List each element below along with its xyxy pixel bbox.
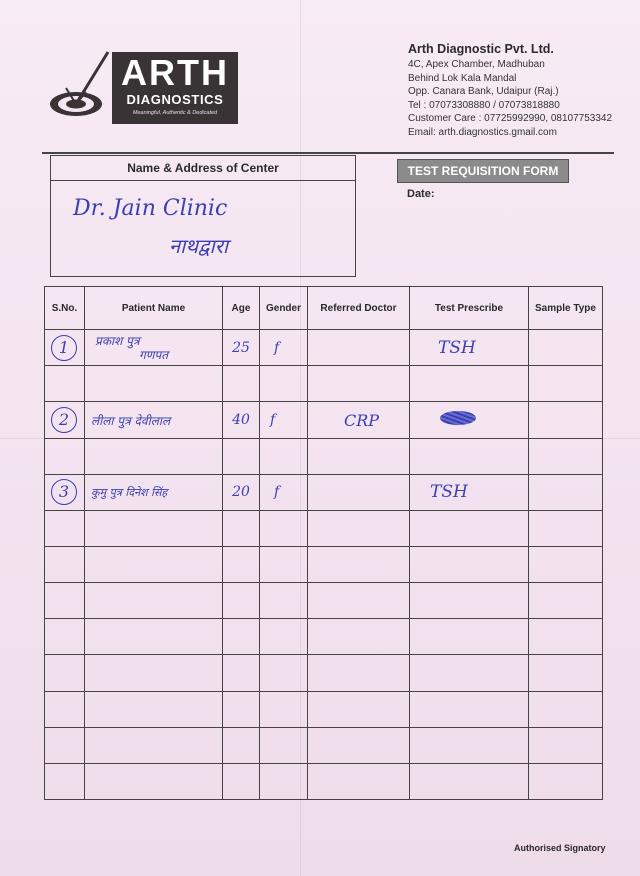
table-row[interactable] bbox=[45, 727, 603, 763]
referred-doctor-cell[interactable] bbox=[308, 474, 410, 510]
gender-cell[interactable] bbox=[260, 330, 308, 366]
empty-cell[interactable] bbox=[529, 366, 603, 402]
test-prescribed: TSH bbox=[430, 482, 468, 503]
empty-cell[interactable] bbox=[308, 655, 410, 691]
empty-cell[interactable] bbox=[410, 438, 529, 474]
empty-cell[interactable] bbox=[45, 763, 85, 799]
empty-cell[interactable] bbox=[45, 727, 85, 763]
empty-cell[interactable] bbox=[85, 510, 223, 546]
empty-cell[interactable] bbox=[45, 366, 85, 402]
empty-cell[interactable] bbox=[260, 691, 308, 727]
table-row[interactable] bbox=[45, 330, 603, 366]
empty-cell[interactable] bbox=[410, 366, 529, 402]
empty-cell[interactable] bbox=[308, 547, 410, 583]
empty-cell[interactable] bbox=[529, 655, 603, 691]
empty-cell[interactable] bbox=[223, 619, 260, 655]
empty-cell[interactable] bbox=[260, 727, 308, 763]
empty-cell[interactable] bbox=[529, 691, 603, 727]
email: Email: arth.diagnostics.gmail.com bbox=[408, 126, 557, 138]
test-cell[interactable] bbox=[410, 474, 529, 510]
empty-cell[interactable] bbox=[529, 763, 603, 799]
table-row[interactable] bbox=[45, 691, 603, 727]
table-header-row bbox=[45, 287, 603, 330]
sample-type-cell[interactable] bbox=[529, 402, 603, 438]
empty-cell[interactable] bbox=[45, 691, 85, 727]
age-cell[interactable] bbox=[223, 330, 260, 366]
empty-cell[interactable] bbox=[45, 510, 85, 546]
empty-cell[interactable] bbox=[308, 438, 410, 474]
company-logo bbox=[46, 48, 246, 128]
empty-cell[interactable] bbox=[410, 691, 529, 727]
empty-cell[interactable] bbox=[308, 727, 410, 763]
empty-cell[interactable] bbox=[85, 619, 223, 655]
col-header-sample-type: Sample Type bbox=[529, 287, 603, 330]
test-cell[interactable] bbox=[410, 330, 529, 366]
company-details bbox=[408, 42, 634, 139]
table-row[interactable] bbox=[45, 438, 603, 474]
empty-cell[interactable] bbox=[410, 655, 529, 691]
empty-cell[interactable] bbox=[223, 583, 260, 619]
table-row[interactable] bbox=[45, 402, 603, 438]
empty-cell[interactable] bbox=[529, 547, 603, 583]
empty-cell[interactable] bbox=[308, 619, 410, 655]
sample-type-cell[interactable] bbox=[529, 330, 603, 366]
empty-cell[interactable] bbox=[45, 655, 85, 691]
patient-age: 25 bbox=[232, 339, 250, 356]
empty-cell[interactable] bbox=[223, 763, 260, 799]
center-address-box[interactable] bbox=[50, 155, 356, 277]
logo-subtitle: DIAGNOSTICS bbox=[126, 92, 224, 107]
empty-cell[interactable] bbox=[260, 619, 308, 655]
empty-cell[interactable] bbox=[223, 366, 260, 402]
empty-cell[interactable] bbox=[85, 727, 223, 763]
table-row[interactable] bbox=[45, 583, 603, 619]
empty-cell[interactable] bbox=[529, 619, 603, 655]
serial-number: 1 bbox=[51, 335, 77, 361]
address-line: Opp. Canara Bank, Udaipur (Raj.) bbox=[408, 86, 559, 97]
patient-name: लीला पुत्र देवीलाल bbox=[91, 413, 171, 428]
empty-cell[interactable] bbox=[85, 763, 223, 799]
logo-tagline: Meaningful, Authentic & Dedicated bbox=[132, 110, 218, 116]
empty-cell[interactable] bbox=[308, 583, 410, 619]
patient-table bbox=[44, 286, 603, 800]
empty-cell[interactable] bbox=[308, 691, 410, 727]
sno-cell[interactable] bbox=[45, 330, 85, 366]
col-header-test-prescribe: Test Prescribe bbox=[410, 287, 529, 330]
empty-cell[interactable] bbox=[529, 438, 603, 474]
empty-cell[interactable] bbox=[529, 510, 603, 546]
empty-cell[interactable] bbox=[410, 547, 529, 583]
empty-cell[interactable] bbox=[260, 655, 308, 691]
patient-name-cell[interactable] bbox=[85, 330, 223, 366]
empty-cell[interactable] bbox=[85, 366, 223, 402]
referred-doctor-cell[interactable] bbox=[308, 402, 410, 438]
logo-box bbox=[112, 52, 238, 124]
empty-cell[interactable] bbox=[260, 763, 308, 799]
table-row[interactable] bbox=[45, 763, 603, 799]
company-name: Arth Diagnostic Pvt. Ltd. bbox=[408, 42, 554, 56]
empty-cell[interactable] bbox=[223, 547, 260, 583]
empty-cell[interactable] bbox=[223, 727, 260, 763]
patient-gender: f bbox=[274, 339, 280, 356]
target-arrow-icon bbox=[46, 48, 112, 128]
empty-cell[interactable] bbox=[85, 438, 223, 474]
gender-cell[interactable] bbox=[260, 402, 308, 438]
empty-cell[interactable] bbox=[223, 691, 260, 727]
referred-doctor: CRP bbox=[344, 410, 380, 430]
patient-name-cell[interactable] bbox=[85, 474, 223, 510]
empty-cell[interactable] bbox=[410, 763, 529, 799]
header-divider bbox=[42, 152, 614, 154]
empty-cell[interactable] bbox=[223, 438, 260, 474]
col-header-referred-doctor: Referred Doctor bbox=[308, 287, 410, 330]
patient-gender: f bbox=[270, 412, 276, 428]
empty-cell[interactable] bbox=[45, 619, 85, 655]
empty-cell[interactable] bbox=[308, 763, 410, 799]
form-title: TEST REQUISITION FORM bbox=[397, 159, 569, 183]
age-cell[interactable] bbox=[223, 474, 260, 510]
age-cell[interactable] bbox=[223, 402, 260, 438]
logo-word: ARTH bbox=[121, 52, 229, 93]
serial-number: 2 bbox=[51, 407, 77, 433]
empty-cell[interactable] bbox=[45, 438, 85, 474]
table-row[interactable] bbox=[45, 547, 603, 583]
sno-cell[interactable] bbox=[45, 474, 85, 510]
empty-cell[interactable] bbox=[410, 727, 529, 763]
center-heading: Name & Address of Center bbox=[51, 156, 355, 181]
serial-number: 3 bbox=[51, 479, 77, 505]
handwritten-center-name: Dr. Jain Clinic bbox=[73, 196, 228, 221]
table-row[interactable] bbox=[45, 510, 603, 546]
empty-cell[interactable] bbox=[45, 583, 85, 619]
empty-cell[interactable] bbox=[529, 583, 603, 619]
empty-cell[interactable] bbox=[260, 547, 308, 583]
empty-cell[interactable] bbox=[260, 583, 308, 619]
empty-cell[interactable] bbox=[85, 583, 223, 619]
empty-cell[interactable] bbox=[85, 691, 223, 727]
patient-name: प्रकाश पुत्र bbox=[95, 333, 140, 348]
col-header-gender: Gender bbox=[260, 287, 308, 330]
empty-cell[interactable] bbox=[85, 547, 223, 583]
referred-doctor-cell[interactable] bbox=[308, 330, 410, 366]
col-header-patient-name: Patient Name bbox=[85, 287, 223, 330]
patient-age: 20 bbox=[232, 484, 250, 501]
patient-gender: f bbox=[274, 484, 280, 501]
empty-cell[interactable] bbox=[260, 510, 308, 546]
col-header-sno: S.No. bbox=[45, 287, 85, 330]
table-row[interactable] bbox=[45, 474, 603, 510]
test-cell[interactable] bbox=[410, 402, 529, 438]
empty-cell[interactable] bbox=[308, 366, 410, 402]
patient-name-cell[interactable] bbox=[85, 402, 223, 438]
patient-name: कुमु पुत्र दिनेश सिंह bbox=[91, 485, 168, 499]
table-row[interactable] bbox=[45, 366, 603, 402]
date-label: Date: bbox=[407, 188, 435, 200]
empty-cell[interactable] bbox=[223, 655, 260, 691]
empty-cell[interactable] bbox=[85, 655, 223, 691]
empty-cell[interactable] bbox=[308, 510, 410, 546]
sample-type-cell[interactable] bbox=[529, 474, 603, 510]
test-prescribed: TSH bbox=[438, 337, 476, 358]
patient-name-line2: गणपत bbox=[139, 347, 169, 362]
sno-cell[interactable] bbox=[45, 402, 85, 438]
address-line: Behind Lok Kala Mandal bbox=[408, 72, 517, 84]
scribbled-out-test bbox=[440, 411, 476, 425]
empty-cell[interactable] bbox=[45, 547, 85, 583]
empty-cell[interactable] bbox=[410, 583, 529, 619]
empty-cell[interactable] bbox=[529, 727, 603, 763]
empty-cell[interactable] bbox=[223, 510, 260, 546]
table-row[interactable] bbox=[45, 655, 603, 691]
col-header-age: Age bbox=[223, 287, 260, 330]
customer-care: Customer Care : 07725992990, 08107753342 bbox=[408, 113, 613, 124]
empty-cell[interactable] bbox=[260, 366, 308, 402]
authorised-signatory: Authorised Signatory bbox=[514, 843, 606, 853]
empty-cell[interactable] bbox=[410, 619, 529, 655]
address-line: 4C, Apex Chamber, Madhuban bbox=[408, 59, 545, 70]
empty-cell[interactable] bbox=[260, 438, 308, 474]
telephone: Tel : 07073308880 / 07073818880 bbox=[408, 99, 560, 111]
empty-cell[interactable] bbox=[410, 510, 529, 546]
patient-age: 40 bbox=[232, 412, 250, 428]
handwritten-center-city: नाथद्वारा bbox=[169, 234, 229, 258]
gender-cell[interactable] bbox=[260, 474, 308, 510]
table-row[interactable] bbox=[45, 619, 603, 655]
